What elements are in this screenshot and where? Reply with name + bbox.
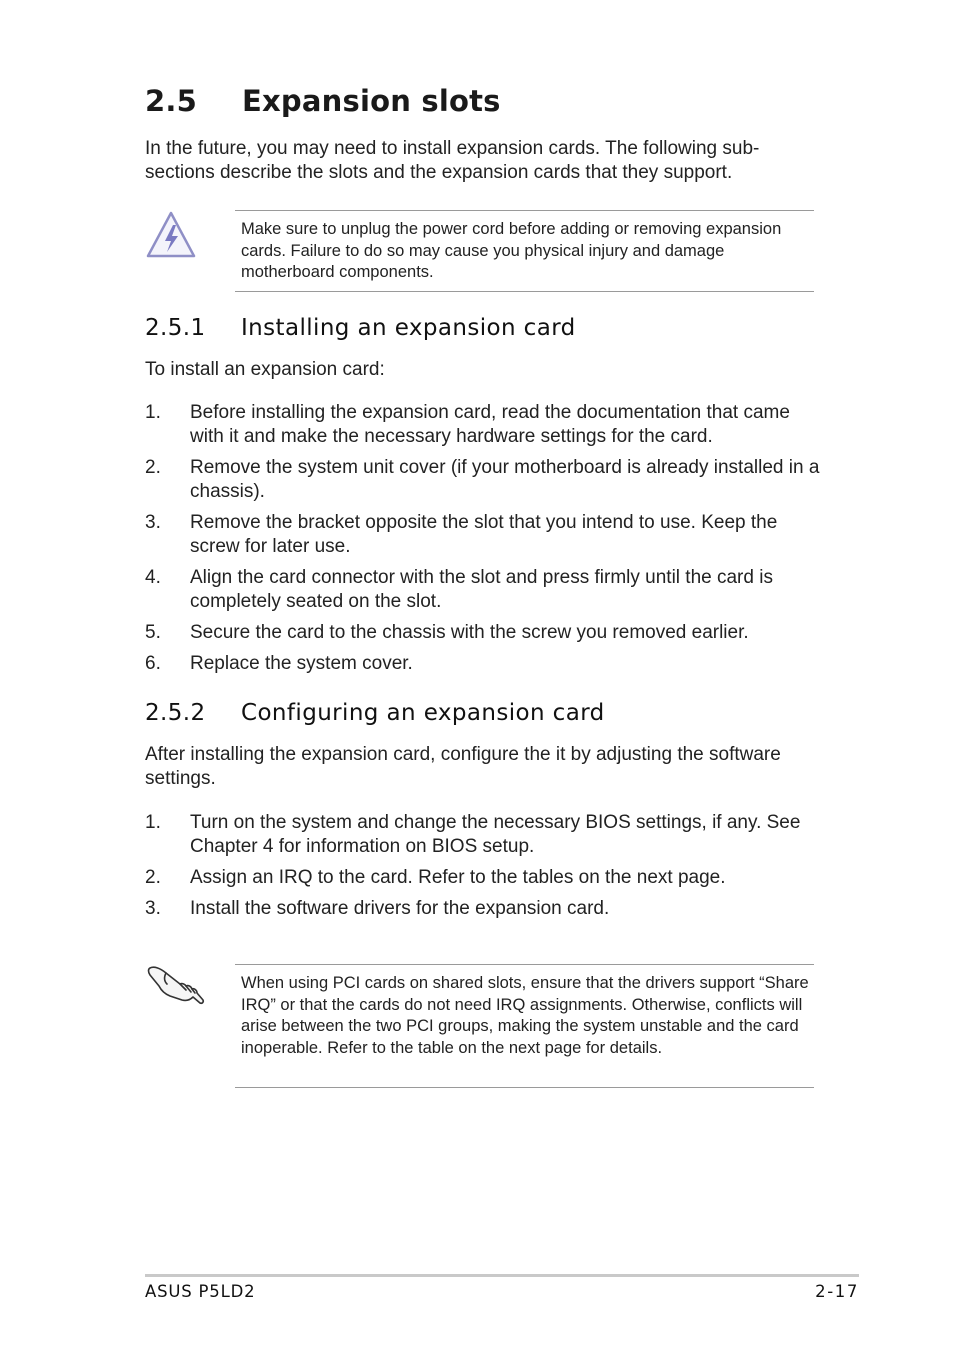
note-text: When using PCI cards on shared slots, ensure that the drivers support “Share IRQ” or that the cards do not need IRQ assignments. Otherwise, conflicts will arise between the two PCI groups, making the system unstable and the card inoperable. Refer to the table on the next page for details. (241, 974, 809, 1057)
footer-rule (145, 1274, 859, 1277)
subsection-number: 2.5.1 (145, 315, 206, 341)
subsection-heading-installing (145, 315, 576, 341)
installing-steps (145, 401, 825, 683)
pointing-hand-icon (146, 962, 206, 1006)
list-item: 3. Install the software drivers for the expansion card. (145, 898, 610, 919)
configuring-steps (145, 811, 825, 928)
list-item: 2. Remove the system unit cover (if your motherboard is already installed in a chassis). (145, 457, 820, 502)
subsection-title: Installing an expansion card (241, 315, 576, 341)
configuring-lead: After installing the expansion card, configure the it by adjusting the software settings. (145, 744, 781, 789)
list-item: 6. Replace the system cover. (145, 653, 413, 674)
list-item: 2. Assign an IRQ to the card. Refer to the tables on the next page. (145, 867, 726, 888)
list-item: 3. Remove the bracket opposite the slot that you intend to use. Keep the screw for later use. (145, 512, 778, 557)
warning-text: Make sure to unplug the power cord before adding or removing expansion cards. Failure to do so may cause you physical injury and damage motherboard components. (241, 220, 782, 281)
intro-paragraph: In the future, you may need to install expansion cards. The following sub-sections describe the slots and the expansion cards that they support. (145, 138, 760, 183)
note-box (235, 964, 814, 1088)
list-item: 1. Turn on the system and change the necessary BIOS settings, if any. See Chapter 4 for information on BIOS setup. (145, 812, 801, 857)
subsection-heading-configuring (145, 700, 605, 726)
section-title: Expansion slots (242, 84, 501, 118)
subsection-number: 2.5.2 (145, 700, 206, 726)
list-item: 1. Before installing the expansion card, read the documentation that came with it and make the necessary hardware settings for the card. (145, 402, 790, 447)
section-number: 2.5 (145, 84, 197, 118)
warning-lightning-icon (145, 210, 197, 260)
installing-lead: To install an expansion card: (145, 359, 385, 380)
warning-box (235, 210, 814, 292)
list-item: 5. Secure the card to the chassis with the screw you removed earlier. (145, 622, 749, 643)
subsection-title: Configuring an expansion card (241, 700, 605, 726)
section-heading (145, 84, 501, 118)
footer-product-name: ASUS P5LD2 (145, 1282, 256, 1301)
footer-page-number: 2-17 (815, 1282, 859, 1301)
list-item: 4. Align the card connector with the slot and press firmly until the card is completely seated on the slot. (145, 567, 773, 612)
